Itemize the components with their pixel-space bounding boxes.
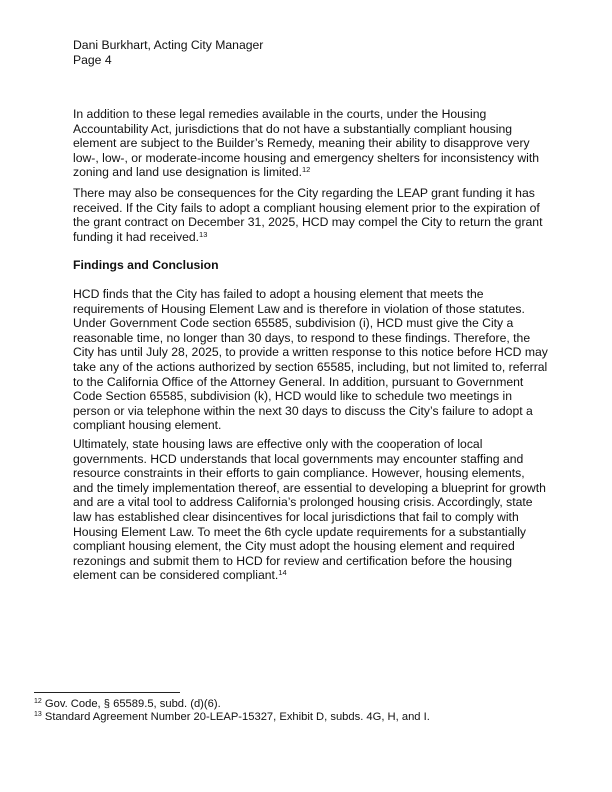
paragraph-line: Code Section 65585, subdivision (k), HCD would like to schedule two meetings in (73, 389, 512, 404)
paragraph-line: zoning and land use designation is limited. (73, 165, 303, 180)
paragraph-line: governments. HCD understands that local governments may encounter staffing and (73, 451, 524, 466)
footnote-reference: 12 (302, 165, 311, 175)
footnote-text: Standard Agreement Number 20-LEAP-15327, Exhibit D, subds. 4G, H, and I. (41, 711, 430, 724)
paragraph-line: to the California Office of the Attorney General. In addition, pursuant to Government (73, 374, 524, 389)
paragraph-line: Ultimately, state housing laws are effective only with the cooperation of local (73, 437, 483, 451)
paragraph-line: resource constraints in their efforts to gain compliance. However, housing elements, (73, 466, 525, 481)
paragraph-line: Housing Element Law. To meet the 6th cycle update requirements for a substantially (73, 524, 526, 539)
footnote-number: 12 (34, 698, 42, 705)
paragraph-line: City has until July 28, 2025, to provide a written response to this notice before HCD may (73, 345, 548, 360)
footnote-text: Gov. Code, § 65589.5, subd. (d)(6). (41, 698, 221, 710)
paragraph-line: HCD finds that the City has failed to adopt a housing element that meets the (73, 287, 484, 301)
footnote-divider (34, 692, 180, 693)
paragraph-line: compliant housing element. (73, 418, 222, 433)
paragraph-line: and the timely implementation thereof, are essential to developing a blueprint for growth (73, 480, 546, 495)
letter-header (73, 38, 263, 67)
section-heading: Findings and Conclusion (73, 258, 219, 272)
footnote-reference: 14 (278, 568, 287, 578)
footnote-item (34, 711, 430, 724)
paragraph-line-with-note (73, 568, 551, 583)
paragraph-conclusion (73, 437, 551, 583)
paragraph-line: reasonable time, no longer than 30 days, to respond to these findings. Therefore, the (73, 330, 531, 345)
recipient-line: Dani Burkhart, Acting City Manager (73, 38, 264, 52)
paragraph-findings (73, 287, 551, 433)
paragraph-line: requirements of Housing Element Law and is therefore in violation of those statutes. (73, 301, 525, 316)
paragraph-line: person or via telephone within the next 30 days to discuss the City’s failure to adopt a (73, 403, 533, 418)
paragraph-line: funding it had received. (73, 229, 200, 244)
paragraph-line: rezonings and submit them to HCD for review and certification before the housing (73, 553, 512, 568)
paragraph-line: low-, low-, or moderate-income housing and emergency shelters for inconsistency with (73, 150, 540, 165)
paragraph-line: law has established clear disincentives for local jurisdictions that fail to comply with (73, 509, 519, 524)
paragraph-line-with-note (73, 230, 551, 245)
paragraph-line: take any of the actions authorized by section 65585, including, but not limited to, referral (73, 359, 548, 374)
paragraph-line: There may also be consequences for the City regarding the LEAP grant funding it has (73, 186, 535, 200)
paragraph-line: In addition to these legal remedies available in the courts, under the Housing (73, 107, 487, 121)
paragraph-line: Accountability Act, jurisdictions that do not have a substantially compliant housing (73, 121, 512, 136)
paragraph-line: compliant housing element, the City must adopt the housing element and required (73, 539, 515, 554)
paragraph-line: element can be considered compliant. (73, 568, 279, 583)
paragraph-builders-remedy (73, 107, 551, 180)
paragraph-line-with-note (73, 165, 551, 180)
footnote-item (34, 698, 430, 711)
footnotes (34, 698, 430, 725)
paragraph-line: received. If the City fails to adopt a compliant housing element prior to the expiration of (73, 200, 540, 215)
footnote-number: 13 (34, 711, 42, 719)
paragraph-line: Under Government Code section 65585, subdivision (i), HCD must give the City a (73, 316, 514, 331)
footnote-reference: 13 (199, 229, 208, 239)
paragraph-line: element are subject to the Builder’s Remedy, meaning their ability to disapprove very (73, 136, 530, 151)
page-number: Page 4 (73, 52, 112, 67)
paragraph-line: the grant contract on December 31, 2025, HCD may compel the City to return the grant (73, 215, 543, 230)
paragraph-leap-grant (73, 186, 551, 244)
paragraph-line: and are a vital tool to address California’s prolonged housing crisis. Accordingly, state (73, 495, 533, 510)
